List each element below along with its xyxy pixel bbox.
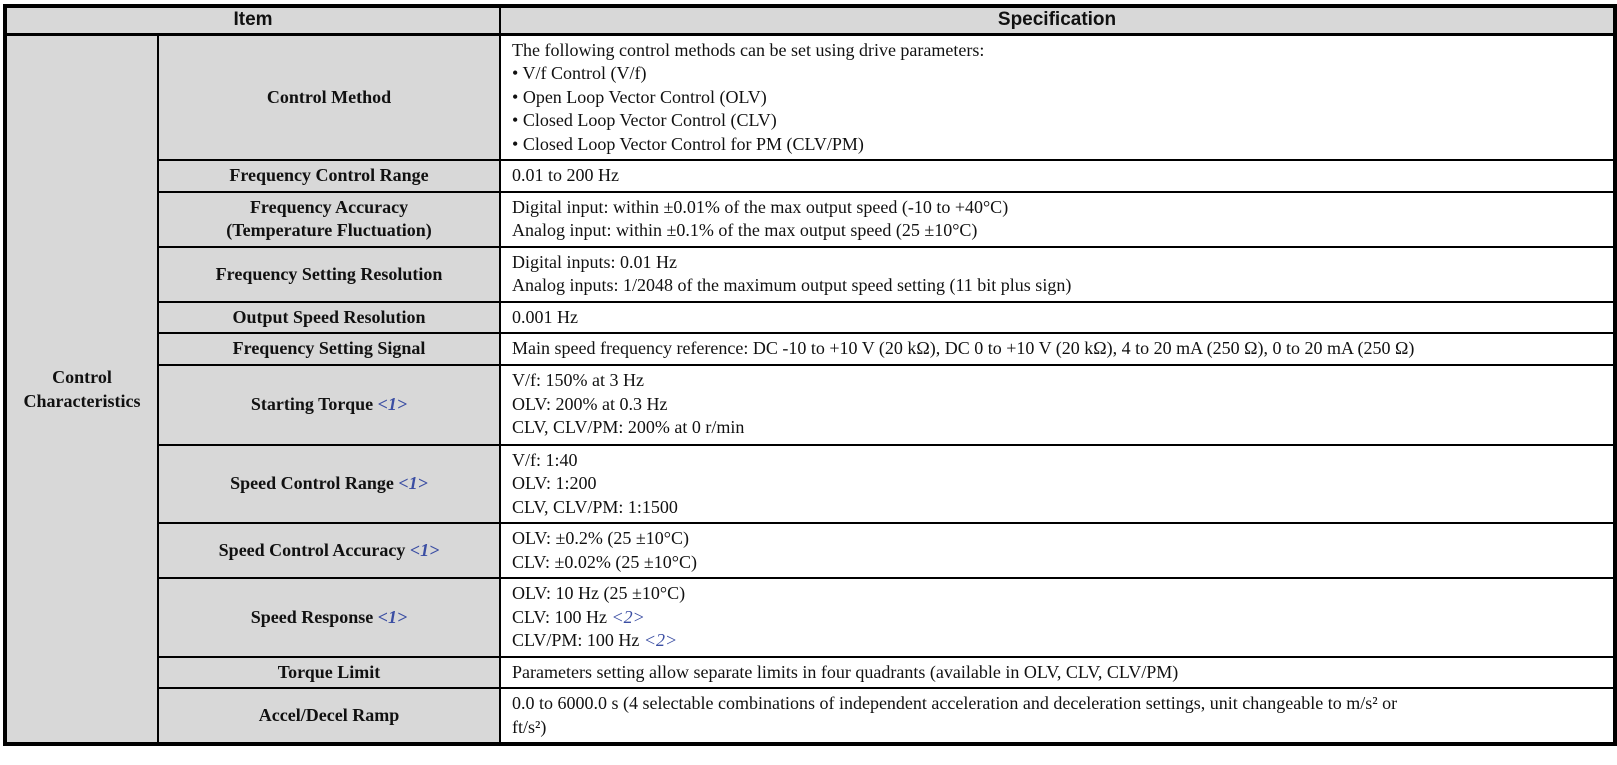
item-cell: [158, 365, 500, 445]
spec-cell: [500, 34, 1615, 160]
text-line: OLV: 200% at 0.3 Hz: [512, 393, 668, 414]
item-cell: [158, 445, 500, 524]
text-line: 0.01 to 200 Hz: [512, 165, 620, 185]
group-cell-control-characteristics: Control Characteristics: [5, 34, 158, 744]
table-row: [5, 192, 1615, 247]
spec-table-body: [5, 34, 1615, 744]
text-line: Digital inputs: 0.01 Hz: [512, 251, 678, 272]
text-line: CLV/PM: 100 Hz <2>: [512, 630, 678, 650]
spec-cell: [500, 445, 1615, 524]
text-line: • Closed Loop Vector Control for PM (CLV/PM): [512, 133, 864, 154]
footnote-link[interactable]: <2>: [643, 630, 678, 650]
footnote-link[interactable]: <1>: [377, 394, 408, 414]
spec-cell: [500, 578, 1615, 657]
text-line: Frequency Accuracy: [249, 197, 409, 217]
item-cell: [158, 247, 500, 302]
footnote-link[interactable]: <2>: [611, 606, 645, 627]
text-line: Digital input: within ±0.01% of the max output speed (-10 to +40°C): [512, 196, 1009, 217]
text-line: Speed Control Accuracy <1>: [218, 540, 440, 560]
text-line: Analog input: within ±0.1% of the max output speed (25 ±10°C): [512, 220, 978, 240]
text-line: 0.0 to 6000.0 s (4 selectable combinations of independent acceleration and deceleration settings, unit changeable to m/s² or: [512, 693, 1398, 713]
table-row: [5, 657, 1615, 689]
spec-cell: [500, 657, 1615, 689]
text-line: Torque Limit: [277, 661, 381, 682]
text-line: CLV: ±0.02% (25 ±10°C): [512, 551, 697, 572]
text-line: Parameters setting allow separate limits in four quadrants (available in OLV, CLV, CLV/PM): [512, 661, 1179, 682]
text-line: CLV: 100 Hz <2>: [512, 606, 645, 627]
table-row: [5, 34, 1615, 160]
text-line: Frequency Setting Signal: [232, 338, 426, 359]
column-header-specification: Specification: [500, 6, 1615, 34]
column-header-item: Item: [5, 6, 500, 34]
spec-cell: [500, 160, 1615, 192]
table-row: [5, 578, 1615, 657]
text-line: Starting Torque <1>: [250, 394, 408, 414]
spec-cell: [500, 688, 1615, 744]
text-line: • Closed Loop Vector Control (CLV): [512, 110, 777, 130]
text-line: Control Method: [266, 86, 392, 107]
text-line: ft/s²): [512, 716, 547, 737]
text-line: Output Speed Resolution: [232, 306, 426, 327]
text-line: OLV: 1:200: [512, 473, 597, 493]
text-line: Accel/Decel Ramp: [258, 705, 400, 725]
table-row: [5, 302, 1615, 334]
text-line: Speed Response <1>: [250, 606, 408, 627]
table-row: [5, 688, 1615, 744]
text-line: OLV: ±0.2% (25 ±10°C): [512, 528, 689, 548]
text-line: Frequency Setting Resolution: [215, 263, 443, 284]
item-cell: [158, 192, 500, 247]
table-row: [5, 365, 1615, 445]
item-cell: [158, 34, 500, 160]
item-cell: [158, 578, 500, 657]
text-line: 0.001 Hz: [512, 306, 579, 327]
table-row: [5, 160, 1615, 192]
table-header-row: [5, 6, 1615, 34]
spec-cell: [500, 302, 1615, 334]
item-cell: [158, 160, 500, 192]
spec-cell: [500, 333, 1615, 365]
text-line: Speed Control Range <1>: [230, 473, 428, 494]
table-row: [5, 247, 1615, 302]
item-cell: [158, 333, 500, 365]
text-line: CLV, CLV/PM: 200% at 0 r/min: [512, 417, 745, 438]
table-row: [5, 523, 1615, 578]
text-line: Analog inputs: 1/2048 of the maximum output speed setting (11 bit plus sign): [512, 275, 1072, 295]
text-line: CLV, CLV/PM: 1:1500: [512, 496, 678, 517]
footnote-link[interactable]: <1>: [398, 473, 428, 494]
item-cell: [158, 302, 500, 334]
item-cell: [158, 523, 500, 578]
text-line: • Open Loop Vector Control (OLV): [512, 86, 767, 107]
item-cell: [158, 657, 500, 689]
footnote-link[interactable]: <1>: [409, 540, 440, 560]
spec-cell: [500, 523, 1615, 578]
text-line: V/f: 150% at 3 Hz: [512, 370, 644, 391]
spec-cell: [500, 365, 1615, 445]
table-row: [5, 445, 1615, 524]
text-line: OLV: 10 Hz (25 ±10°C): [512, 583, 686, 603]
item-cell: [158, 688, 500, 744]
text-line: V/f: 1:40: [512, 449, 578, 470]
specification-table: [3, 4, 1617, 746]
spec-cell: [500, 247, 1615, 302]
footnote-link[interactable]: <1>: [377, 606, 408, 627]
text-line: The following control methods can be set using drive parameters:: [512, 39, 985, 60]
text-line: (Temperature Fluctuation): [226, 220, 432, 240]
text-line: Main speed frequency reference: DC -10 to +10 V (20 kΩ), DC 0 to +10 V (20 kΩ), 4 to 20 mA (250 Ω), 0 to 20 mA (250 Ω): [512, 338, 1415, 358]
spec-cell: [500, 192, 1615, 247]
text-line: Frequency Control Range: [229, 165, 429, 186]
text-line: • V/f Control (V/f): [512, 63, 647, 83]
table-row: [5, 333, 1615, 365]
